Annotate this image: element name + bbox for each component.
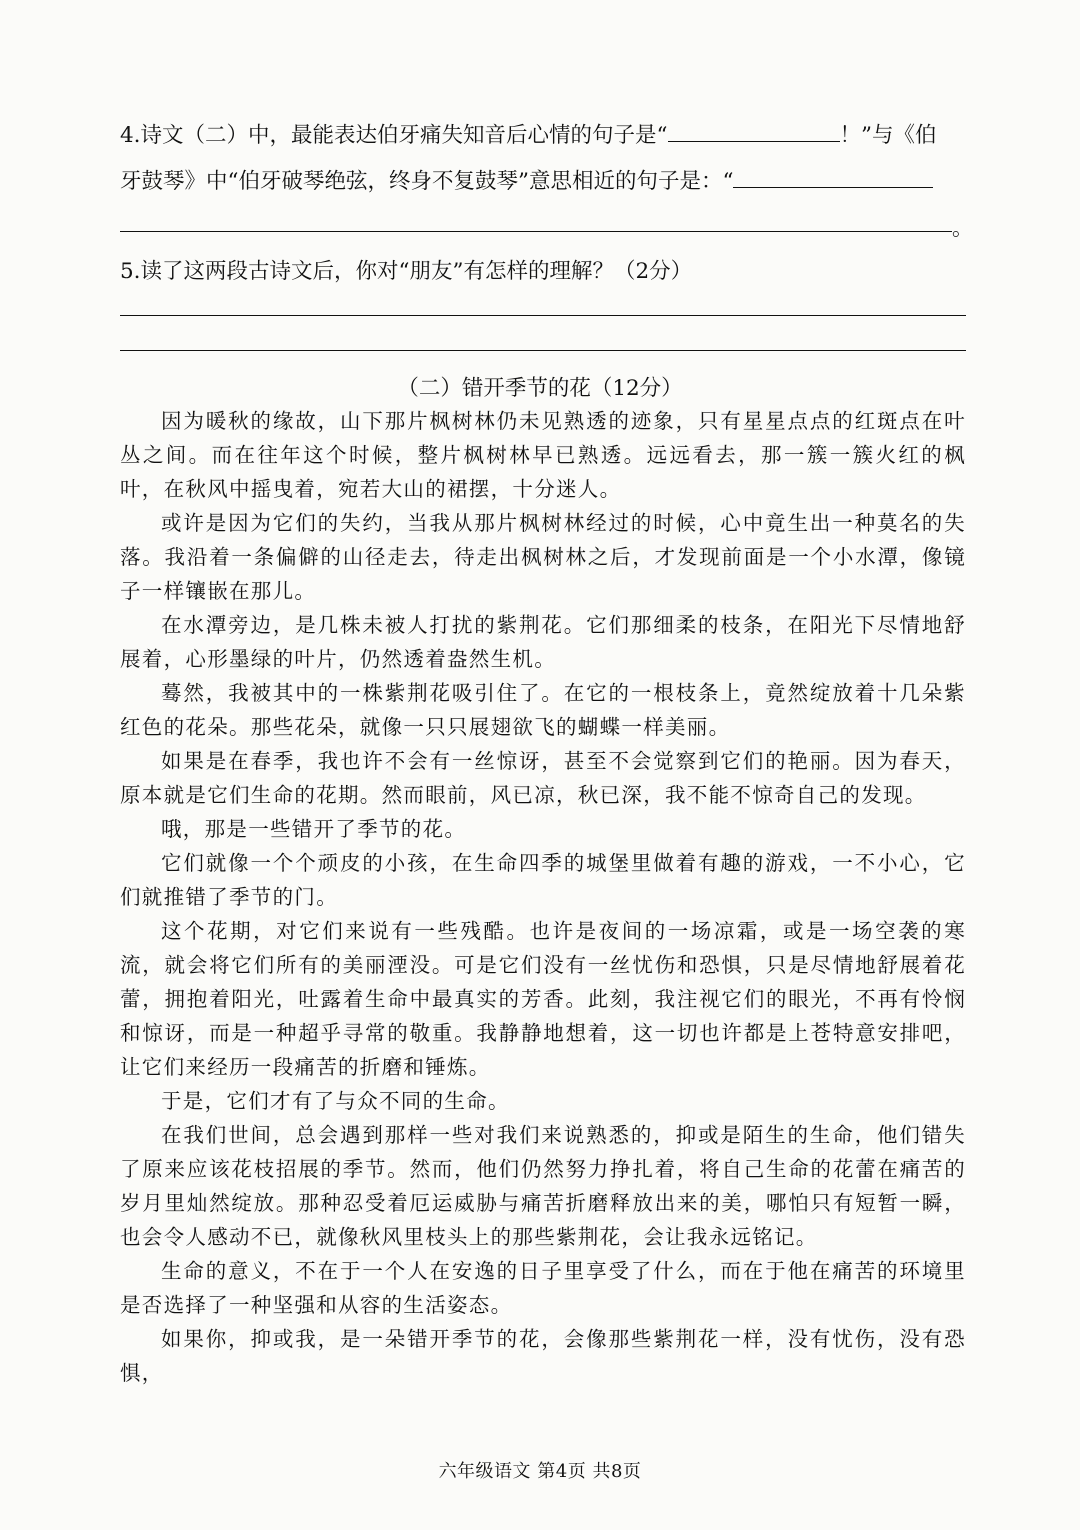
passage-paragraph: 在我们世间，总会遇到那样一些对我们来说熟悉的，抑或是陌生的生命，他们错失了原来应该花枝招展的季节。然而，他们仍然努力挣扎着，将自己生命的花蕾在痛苦的岁月里灿然绽放。那种忍受着厄运威胁与痛苦折磨释放出来的美，哪怕只有短暂一瞬，也会令人感动不已，就像秋风里枝头上的那些紫荆花，会让我永远铭记。: [120, 1123, 966, 1249]
answer-line-5b[interactable]: [120, 350, 966, 351]
passage-paragraph: 哦，那是一些错开了季节的花。: [161, 817, 467, 841]
question-4-text-1: 4.诗文（二）中，最能表达伯牙痛失知音后心情的句子是“: [120, 123, 668, 148]
reading-passage: [120, 404, 966, 1390]
passage-paragraph: 如果你，抑或我，是一朵错开季节的花，会像那些紫荆花一样，没有忧伤，没有恐惧，: [120, 1327, 966, 1385]
passage-paragraph: 在水潭旁边，是几株未被人打扰的紫荆花。它们那细柔的枝条，在阳光下尽情地舒展着，心形墨绿的叶片，仍然透着盎然生机。: [120, 613, 966, 671]
passage-paragraph: 蓦然，我被其中的一株紫荆花吸引住了。在它的一根枝条上，竟然绽放着十几朵紫红色的花朵。那些花朵，就像一只只展翅欲飞的蝴蝶一样美丽。: [120, 681, 966, 739]
passage-paragraph: 它们就像一个个顽皮的小孩，在生命四季的城堡里做着有趣的游戏，一不小心，它们就推错了季节的门。: [120, 851, 966, 909]
answer-line-5a[interactable]: [120, 315, 966, 316]
passage-paragraph: 或许是因为它们的失约，当我从那片枫树林经过的时候，心中竟生出一种莫名的失落。我沿着一条偏僻的山径走去，待走出枫树林之后，才发现前面是一个小水潭，像镜子一样镶嵌在那儿。: [120, 511, 966, 603]
passage-paragraph: 生命的意义，不在于一个人在安逸的日子里享受了什么，而在于他在痛苦的环境里是否选择了一种坚强和从容的生活姿态。: [120, 1259, 966, 1317]
answer-blank-4a[interactable]: [668, 119, 840, 142]
question-4-text-2: ！”与《伯: [839, 123, 937, 148]
passage-paragraph: 这个花期，对它们来说有一些残酷。也许是夜间的一场凉霜，或是一场空袭的寒流，就会将它们所有的美丽湮没。可是它们没有一丝忧伤和恐惧，只是尽情地舒展着花蕾，拥抱着阳光，吐露着生命中最真实的芳香。此刻，我注视它们的眼光，不再有怜悯和惊讶，而是一种超乎寻常的敬重。我静静地想着，这一切也许都是上苍特意安排吧，让它们来经历一段痛苦的折磨和锤炼。: [120, 919, 966, 1079]
question-4-end-mark: 。: [952, 216, 973, 240]
question-4-line-1: [120, 116, 970, 156]
section-title: （二）错开季节的花（12分）: [397, 376, 683, 401]
passage-paragraph: 因为暖秋的缘故，山下那片枫树林仍未见熟透的迹象，只有星星点点的红斑点在叶丛之间。而在往年这个时候，整片枫树林早已熟透。远远看去，那一簇一簇火红的枫叶，在秋风中摇曳着，宛若大山的裙摆，十分迷人。: [120, 409, 966, 501]
page-footer: 六年级语文 第4页 共8页: [438, 1461, 642, 1482]
question-5-text: 5.读了这两段古诗文后，你对“朋友”有怎样的理解？（2分）: [120, 259, 693, 284]
answer-line-4c[interactable]: [120, 231, 952, 232]
question-4-text-3: 牙鼓琴》中“伯牙破琴绝弦，终身不复鼓琴”意思相近的句子是：“: [120, 169, 734, 194]
passage-paragraph: 如果是在春季，我也许不会有一丝惊讶，甚至不会觉察到它们的艳丽。因为春天，原本就是它们生命的花期。然而眼前，风已凉，秋已深，我不能不惊奇自己的发现。: [120, 749, 966, 807]
question-4-line-2: [120, 162, 970, 202]
question-5-line: [120, 252, 970, 292]
passage-paragraph: 于是，它们才有了与众不同的生命。: [161, 1089, 510, 1113]
answer-blank-4b[interactable]: [733, 165, 933, 188]
